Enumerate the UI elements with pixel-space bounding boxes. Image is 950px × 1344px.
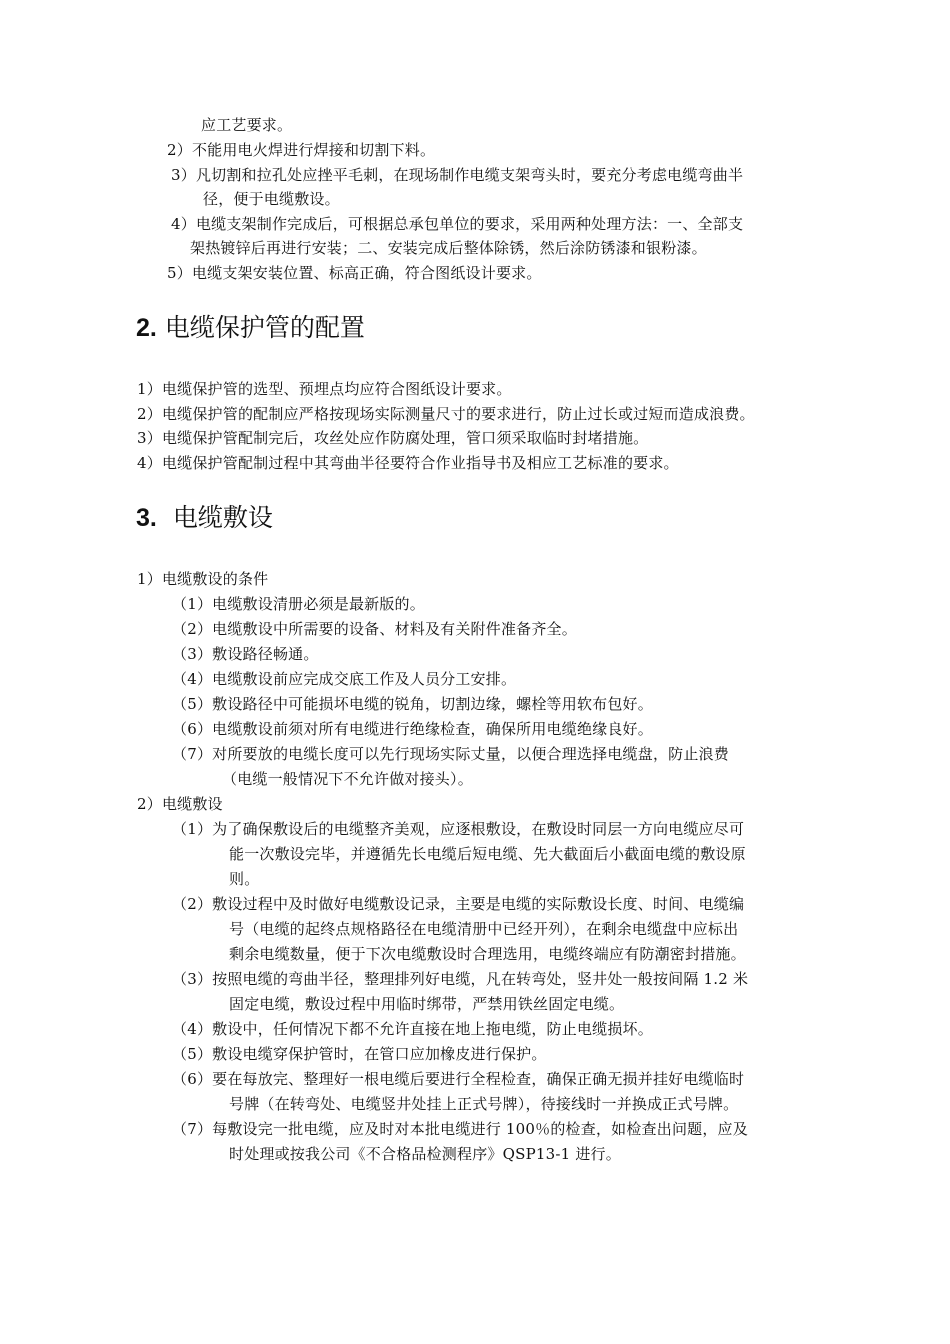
list-item: （5）敷设电缆穿保护管时，在管口应加橡皮进行保护。 xyxy=(172,1045,547,1063)
list-item-continuation: 能一次敷设完毕，并遵循先长电缆后短电缆、先大截面后小截面电缆的敷设原 xyxy=(229,845,746,863)
list-item: （4）电缆敷设前应完成交底工作及人员分工安排。 xyxy=(172,670,517,688)
list-item: （1）为了确保敷设后的电缆整齐美观，应逐根敷设，在敷设时同层一方向电缆应尽可 xyxy=(172,820,745,838)
list-item-continuation: 号（电缆的起终点规格路径在电缆清册中已经开列），在剩余电缆盘中应标出 xyxy=(229,920,739,938)
list-item-continuation: 时处理或按我公司《不合格品检测程序》QSP13-1 进行。 xyxy=(229,1145,621,1163)
list-item: （7）对所要放的电缆长度可以先行现场实际丈量，以便合理选择电缆盘，防止浪费 xyxy=(172,745,729,763)
text-line: 2）不能用电火焊进行焊接和切割下料。 xyxy=(167,141,436,159)
list-item: （5）敷设路径中可能损坏电缆的锐角，切割边缘，螺栓等用软布包好。 xyxy=(172,695,653,713)
list-item: （3）按照电缆的弯曲半径，整理排列好电缆，凡在转弯处，竖井处一般按间隔 1.2 米 xyxy=(172,970,749,988)
list-item: （6）电缆敷设前须对所有电缆进行绝缘检查，确保所用电缆绝缘良好。 xyxy=(172,720,653,738)
list-item: （7）每敷设完一批电缆，应及时对本批电缆进行 100％的检查，如检查出问题，应及 xyxy=(172,1120,748,1138)
list-item: （3）敷设路径畅通。 xyxy=(172,645,319,663)
list-item: （2）敷设过程中及时做好电缆敷设记录，主要是电缆的实际敷设长度、时间、电缆编 xyxy=(172,895,745,913)
list-item-continuation: 固定电缆，敷设过程中用临时绑带，严禁用铁丝固定电缆。 xyxy=(229,995,625,1013)
list-item: （4）敷设中，任何情况下都不允许直接在地上拖电缆，防止电缆损坏。 xyxy=(172,1020,653,1038)
list-item: （6）要在每放完、整理好一根电缆后要进行全程检查，确保正确无损并挂好电缆临时 xyxy=(172,1070,745,1088)
list-item: （2）电缆敷设中所需要的设备、材料及有关附件准备齐全。 xyxy=(172,620,577,638)
section-title: 电缆敷设 xyxy=(172,503,273,532)
section-number: 2. xyxy=(136,314,157,342)
text-line: 1）电缆保护管的选型、预埋点均应符合图纸设计要求。 xyxy=(137,380,512,398)
text-line: 3）凡切割和拉孔处应挫平毛刺，在现场制作电缆支架弯头时，要充分考虑电缆弯曲半 xyxy=(171,166,744,184)
section-number: 3. xyxy=(136,504,157,532)
list-item-continuation: 剩余电缆数量，便于下次电缆敷设时合理选用，电缆终端应有防潮密封措施。 xyxy=(229,945,746,963)
list-item-continuation: （电缆一般情况下不允许做对接头）。 xyxy=(222,770,473,788)
list-item-continuation: 则。 xyxy=(229,870,260,888)
text-line: 应工艺要求。 xyxy=(201,116,293,134)
text-line: 4）电缆保护管配制过程中其弯曲半径要符合作业指导书及相应工艺标准的要求。 xyxy=(137,454,679,472)
list-item: （1）电缆敷设清册必须是最新版的。 xyxy=(172,595,425,613)
list-item-continuation: 号牌（在转弯处、电缆竖井处挂上正式号牌），待接线时一并换成正式号牌。 xyxy=(229,1095,739,1113)
text-line: 径，便于电缆敷设。 xyxy=(203,190,340,208)
text-line: 4）电缆支架制作完成后，可根据总承包单位的要求，采用两种处理方法：一、全部支 xyxy=(171,215,744,233)
text-line: 架热镀锌后再进行安装；二、安装完成后整体除锈，然后涂防锈漆和银粉漆。 xyxy=(190,239,707,257)
section-title: 电缆保护管的配置 xyxy=(164,313,365,342)
text-line: 5）电缆支架安装位置、标高正确，符合图纸设计要求。 xyxy=(167,264,542,282)
text-line: 3）电缆保护管配制完后，攻丝处应作防腐处理，管口须采取临时封堵措施。 xyxy=(137,429,649,447)
section-heading xyxy=(136,312,365,344)
subsection-title: 2）电缆敷设 xyxy=(137,795,223,813)
section-heading xyxy=(136,502,273,534)
text-line: 2）电缆保护管的配制应严格按现场实际测量尺寸的要求进行，防止过长或过短而造成浪费。 xyxy=(137,405,755,423)
subsection-title: 1）电缆敷设的条件 xyxy=(137,570,269,588)
